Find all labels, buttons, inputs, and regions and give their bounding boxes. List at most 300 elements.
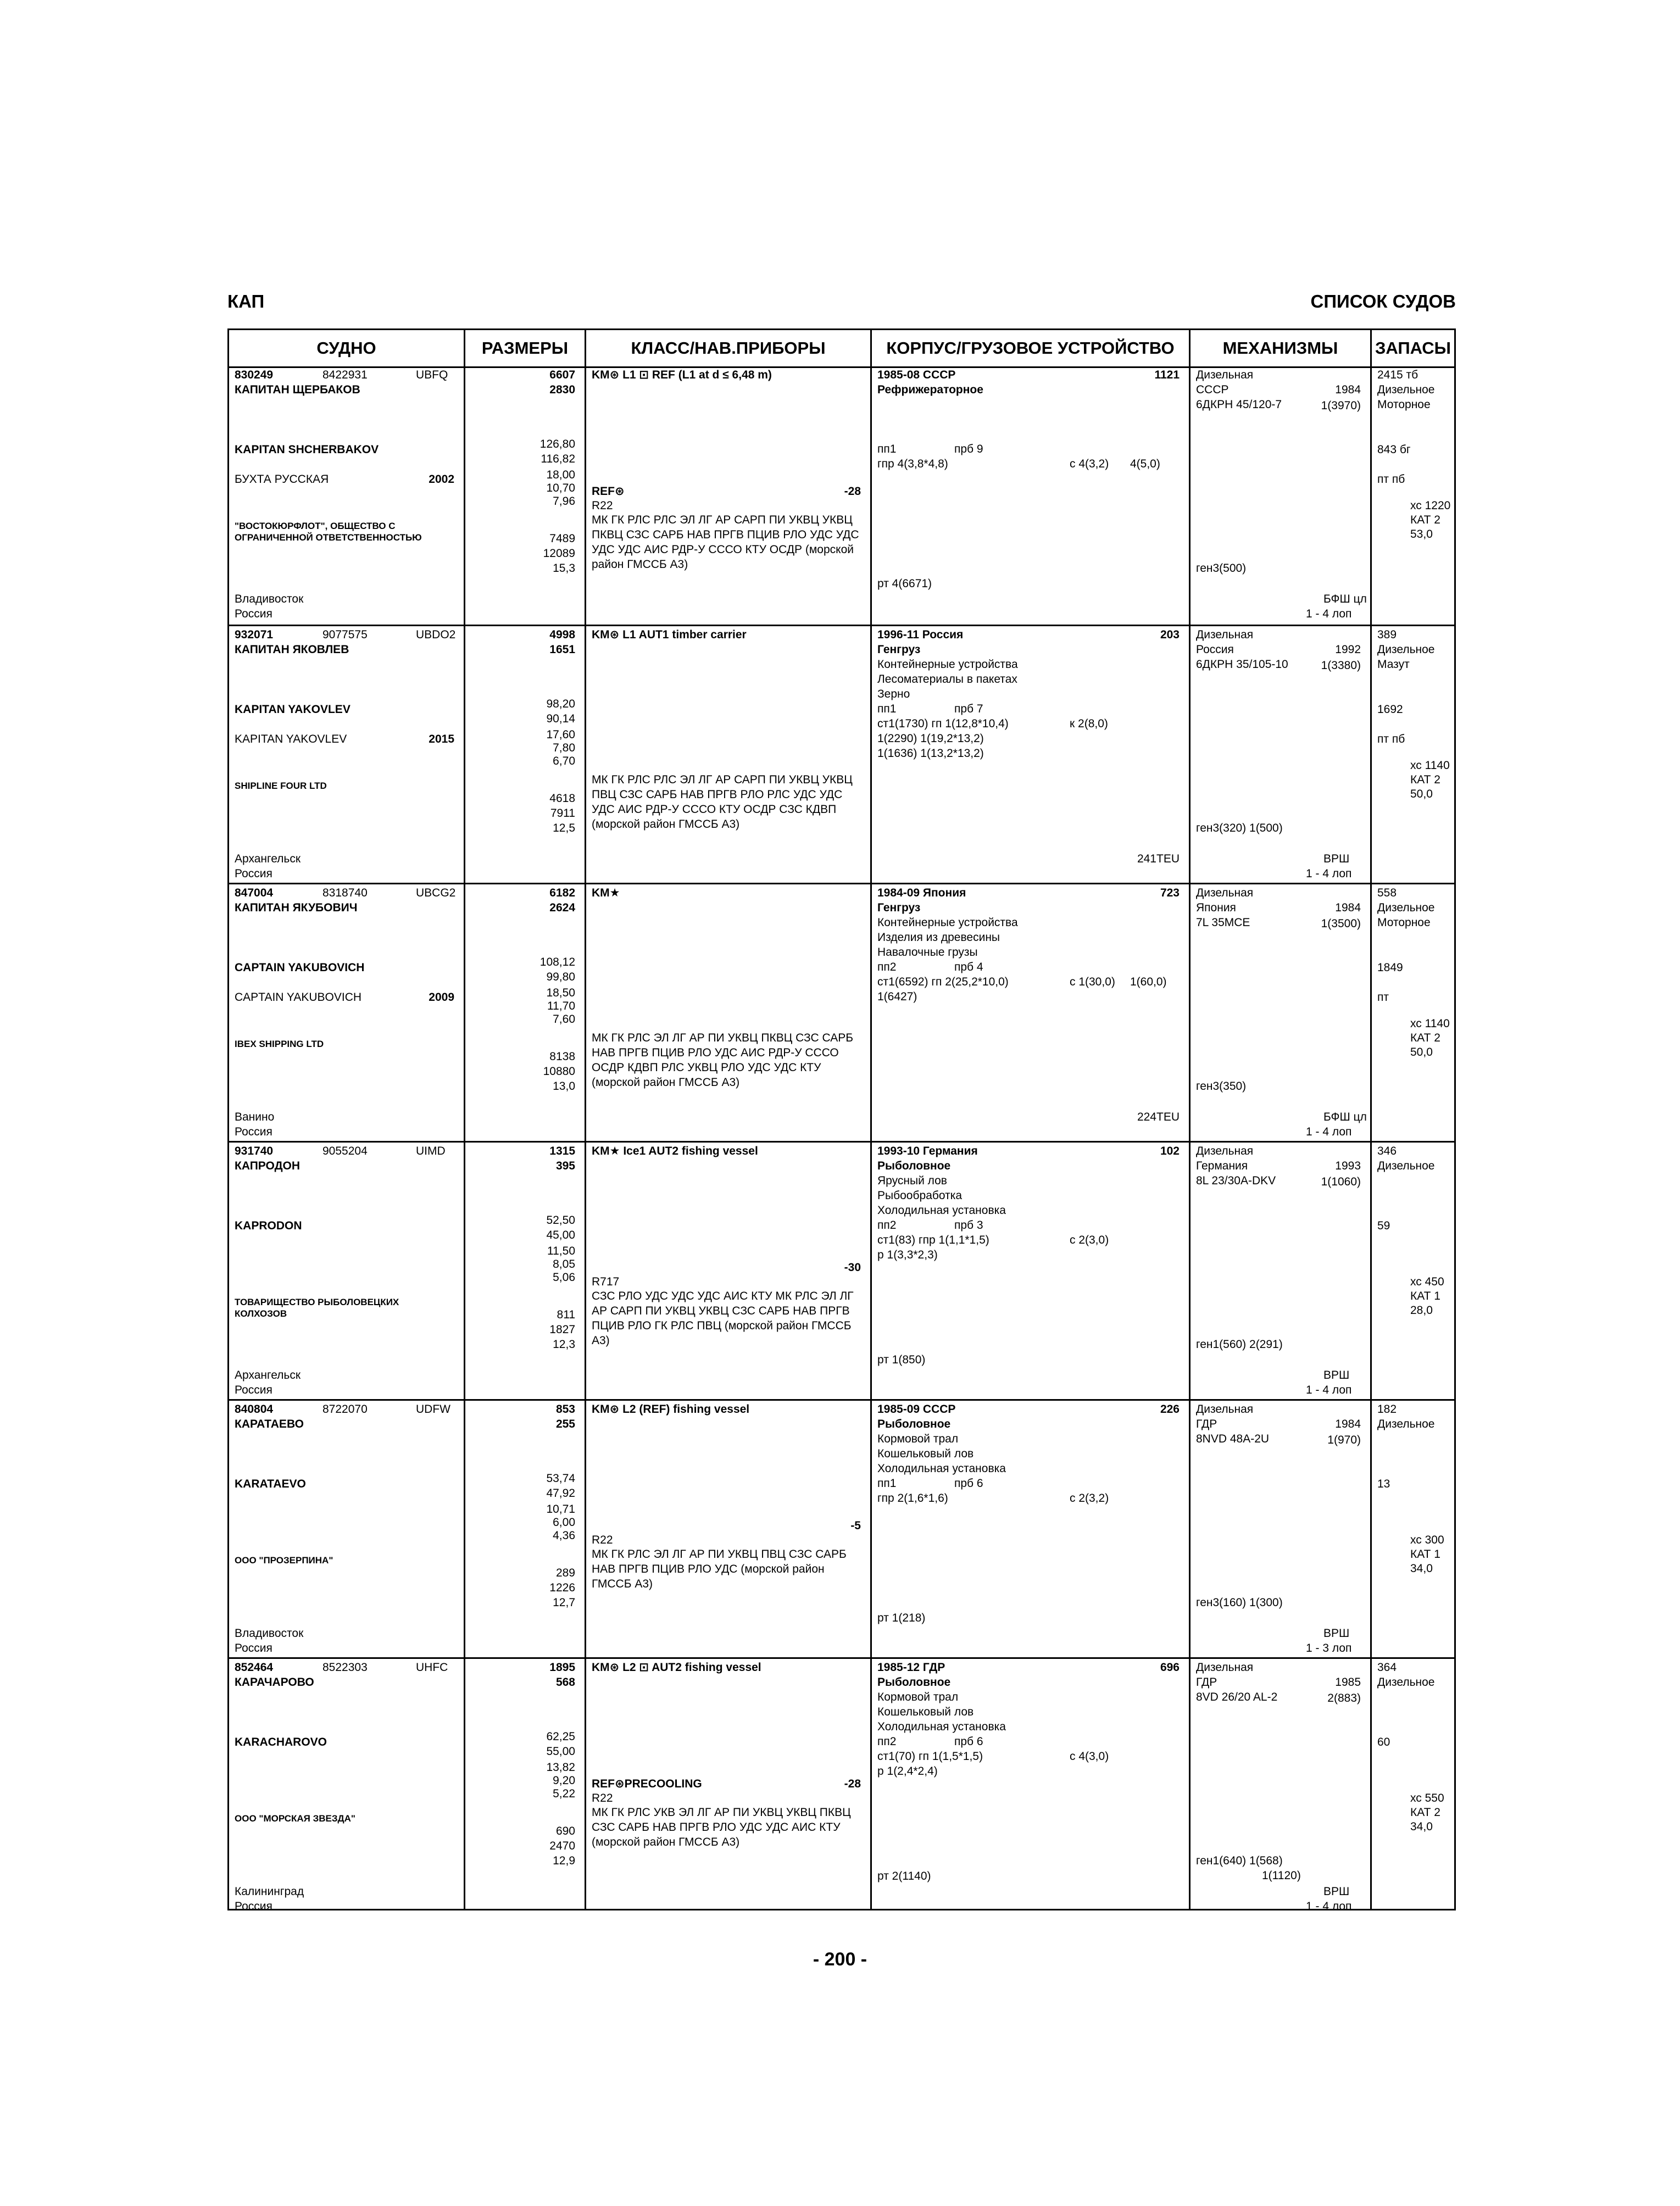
engine-type: Дизельная [1196,628,1254,641]
engine-model: 8NVD 48A-2U [1196,1433,1270,1445]
hatch-line-3: 1(2290) 1(19,2*13,2) [877,732,984,745]
home-port: Владивосток [235,1627,304,1640]
owner-line-1: IBEX SHIPPING LTD [235,1039,324,1049]
class-notation: KM⊛ L2 (REF) fishing vessel [592,1403,750,1416]
refrigerant: R22 [592,1534,613,1546]
hatch-line-1: прб 9 [954,443,983,455]
reg-number: 932071 [235,628,274,641]
length-overall: 62,25 [546,1730,575,1743]
length-overall: 108,12 [539,956,575,968]
fuel-type-1: Дизельное [1377,1418,1435,1430]
engine-model: 6ДКРН 45/120-7 [1196,398,1282,411]
call-sign: UBDO2 [416,628,456,641]
propeller: ВРШ [1323,1885,1350,1898]
class-notation: KM⊛ L2 ⊡ AUT2 fishing vessel [592,1661,761,1674]
net-tonnage: 255 [555,1418,575,1430]
supply-line-2: КАТ 2 [1410,514,1440,526]
displacement: 1827 [549,1323,575,1336]
net-tonnage: 568 [555,1676,575,1689]
engine-type: Дизельная [1196,1661,1254,1674]
class-temperature: -5 [850,1519,861,1532]
hatch-line-3: р 1(3,3*2,3) [877,1249,938,1261]
engine-model: 6ДКРН 35/105-10 [1196,658,1288,671]
ship-feature-2: Рыбообработка [877,1189,963,1202]
ship-type: Рыболовное [877,1676,951,1689]
propeller: БФШ цл [1323,1111,1367,1123]
nav-line-4: (морской район ГМССБ А3) [592,818,740,831]
col-supplies: ЗАПАСЫ [1375,338,1451,358]
fuel-amount: 364 [1377,1661,1397,1674]
col-machinery: МЕХАНИЗМЫ [1191,330,1372,366]
length-overall: 126,80 [539,438,575,450]
displacement: 1226 [549,1581,575,1594]
engine-year: 1984 [1335,901,1361,914]
supply-line-2: КАТ 1 [1410,1290,1440,1302]
ship-name-lat: CAPTAIN YAKUBOVICH [235,961,365,974]
depth: 6,00 [553,1516,575,1529]
owner-line-1: "ВОСТОКЮРФЛОТ", ОБЩЕСТВО С [235,521,396,531]
cranes: с 2(3,0) [1070,1234,1109,1246]
former-name-year: 2002 [429,473,454,486]
page-number: - 200 - [813,1949,867,1970]
ship-type: Рыболовное [877,1160,951,1172]
home-port: Владивосток [235,593,304,605]
nav-line-3: УДС АИС РДР-У СССО КТУ ОСДР СЗС КДВП [592,803,837,816]
cargo-capacity: рт 1(218) [877,1612,926,1624]
hatch-line-2: ст1(83) гпр 1(1,1*1,5) [877,1234,989,1246]
cranes: с 2(3,2) [1070,1492,1109,1505]
draught: 4,36 [553,1529,575,1542]
section-code: КАП [227,291,265,311]
owner-line-1: ООО "ПРОЗЕРПИНА" [235,1555,333,1566]
ship-feature-1: Кормовой трал [877,1433,959,1445]
draught: 5,06 [553,1271,575,1284]
class-notation: KM★ Ice1 AUT2 fishing vessel [592,1145,758,1157]
flag-state: Россия [235,1126,272,1138]
ship-feature-1: Ярусный лов [877,1174,947,1187]
ship-type: Рыболовное [877,1418,951,1430]
fuel-amount: 2415 тб [1377,369,1418,381]
engine-country: Япония [1196,901,1236,914]
ship-feature-1: Контейнерные устройства [877,916,1018,929]
supply-line-2: КАТ 2 [1410,773,1440,786]
class-temperature: -28 [844,485,861,498]
length-pp: 116,82 [541,453,575,465]
propeller: ВРШ [1323,853,1350,865]
ship-record [229,883,1454,1143]
ship-feature-2: Кошельковый лов [877,1447,974,1460]
breadth: 18,00 [546,469,575,481]
section-title: СПИСОК СУДОВ [1310,291,1456,311]
engine-model: 7L 35MCE [1196,916,1250,929]
water-amount: 843 бг [1377,443,1411,456]
ship-name-lat: KAPITAN SHCHERBAKOV [235,443,379,456]
propeller-blades: 1 - 4 лоп [1306,1126,1352,1138]
propeller-blades: 1 - 4 лоп [1306,1384,1352,1396]
container-capacity: 224TEU [1137,1111,1180,1123]
nav-line-2: ПКВЦ СЗС САРБ НАВ ПРГВ ПЦИВ РЛО УДС УДС [592,528,859,541]
holds: пп2 [877,1735,897,1748]
imo-number: 8522303 [322,1661,368,1674]
breadth: 10,71 [546,1503,575,1516]
home-port: Калининград [235,1885,304,1898]
depth: 7,80 [553,742,575,754]
length-pp: 90,14 [546,712,575,725]
engine-type: Дизельная [1196,887,1254,899]
fuel-type-1: Дизельное [1377,1676,1435,1689]
nav-line-1: МК ГК РЛС РЛС ЭЛ ЛГ АР САРП ПИ УКВЦ УКВЦ [592,773,853,786]
engine-power: 2(883) [1327,1692,1361,1704]
ship-feature-3: Зерно [877,688,910,700]
displacement: 12089 [543,547,575,560]
breadth: 18,50 [546,987,575,999]
nav-line-1: МК ГК РЛС ЭЛ ЛГ АР ПИ УКВЦ ПВЦ СЗС САРБ [592,1548,847,1561]
deadweight: 8138 [549,1050,575,1063]
refrigerant: R717 [592,1275,620,1288]
build-year-country: 1993-10 Германия [877,1145,978,1157]
fuel-type-1: Дизельное [1377,643,1435,656]
displacement: 10880 [543,1065,575,1078]
fuel-amount: 346 [1377,1145,1397,1157]
hatch-line-2: ст1(6592) гп 2(25,2*10,0) [877,976,1009,988]
cranes: к 2(8,0) [1070,717,1108,730]
generators: ген3(500) [1196,562,1247,575]
depth: 8,05 [553,1258,575,1271]
build-year-country: 1985-08 СССР [877,369,956,381]
draught: 7,96 [553,495,575,508]
gross-tonnage: 6607 [549,369,575,381]
engine-model: 8L 23/30A-DKV [1196,1174,1276,1187]
fuel-type-1: Дизельное [1377,901,1435,914]
speed: 12,7 [553,1596,575,1609]
ship-table [227,328,1456,1913]
draught: 6,70 [553,755,575,767]
deadweight: 811 [557,1308,575,1321]
ship-feature-1: Контейнерные устройства [877,658,1018,671]
owner-line-2: ОГРАНИЧЕННОЙ ОТВЕТСТВЕННОСТЬЮ [235,532,422,543]
owner-line-2: КОЛХОЗОВ [235,1308,287,1319]
engine-power: 1(1060) [1321,1176,1361,1188]
gross-tonnage: 1315 [549,1145,575,1157]
engine-country: СССР [1196,383,1229,396]
nav-line-1: МК ГК РЛС УКВ ЭЛ ЛГ АР ПИ УКВЦ УКВЦ ПКВЦ [592,1806,851,1819]
col-hull: КОРПУС/ГРУЗОВОЕ УСТРОЙСТВО [872,330,1191,366]
hatch-line-1: прб 6 [954,1477,983,1490]
engine-type: Дизельная [1196,1145,1254,1157]
ship-name-ru: КАРАЧАРОВО [235,1676,314,1689]
generators: ген3(320) 1(500) [1196,822,1283,834]
ship-record [229,1399,1454,1659]
former-name: KAPITAN YAKOVLEV [235,733,347,745]
propeller-blades: 1 - 3 лоп [1306,1642,1352,1654]
nav-line-3: УДС УДС АИС РДР-У СССО КТУ ОСДР (морской [592,543,854,556]
hull-number: 696 [1160,1661,1180,1674]
net-tonnage: 2624 [549,901,575,914]
ship-feature-2: Лесоматериалы в пакетах [877,673,1017,686]
ship-record [229,625,1454,884]
gross-tonnage: 1895 [549,1661,575,1674]
class-notation: KM★ [592,887,620,899]
holds: пп2 [877,961,897,973]
imo-number: 8318740 [322,887,368,899]
nav-line-4: А3) [592,1334,610,1347]
ship-name-ru: КАПИТАН ЯКОВЛЕВ [235,643,349,656]
fuel-amount: 389 [1377,628,1397,641]
generators: ген3(350) [1196,1080,1247,1093]
supply-line-3: 50,0 [1410,1046,1433,1059]
ship-name-ru: КАПРОДОН [235,1160,301,1172]
imo-number: 8722070 [322,1403,368,1416]
former-name: БУХТА РУССКАЯ [235,473,329,486]
ship-feature-3: Навалочные грузы [877,946,978,959]
holds: пп2 [877,1219,897,1232]
reg-number: 847004 [235,887,274,899]
ship-feature-3: Холодильная установка [877,1720,1006,1733]
home-port: Архангельск [235,853,301,865]
deadweight: 690 [555,1825,575,1837]
hatch-line-2: гпр 4(3,8*4,8) [877,458,948,470]
build-year-country: 1985-09 СССР [877,1403,956,1416]
water-amount: 1849 [1377,961,1403,974]
refrigerant: R22 [592,499,613,512]
hatch-line-1: прб 7 [954,703,983,715]
owner-line-1: SHIPLINE FOUR LTD [235,781,327,791]
fuel-type-1: Дизельное [1377,1160,1435,1172]
home-port: Ванино [235,1111,275,1123]
engine-power: 1(970) [1327,1434,1361,1446]
hatch-line-1: прб 3 [954,1219,983,1232]
engine-power: 1(3380) [1321,659,1361,672]
ship-name-lat: KARACHAROVO [235,1736,327,1748]
fuel-type-2: Моторное [1377,398,1431,411]
class-refrigeration: REF⊛PRECOOLING [592,1778,702,1790]
generators: ген1(640) 1(568) [1196,1854,1283,1867]
engine-country: Россия [1196,643,1234,656]
former-name-year: 2009 [429,991,454,1004]
water-amount: 13 [1377,1478,1390,1490]
depth: 10,70 [546,482,575,494]
ship-name-ru: КАРАТАЕВО [235,1418,304,1430]
ship-feature-3: Холодильная установка [877,1462,1006,1475]
length-overall: 52,50 [546,1214,575,1227]
engine-year: 1984 [1335,383,1361,396]
refrigerant: R22 [592,1792,613,1804]
propeller: ВРШ [1323,1627,1350,1640]
former-name-year: 2015 [429,733,454,745]
supply-line-1: хс 1140 [1410,1017,1450,1030]
nav-line-3: ОСДР КДВП РЛС УКВЦ РЛО УДС УДС КТУ [592,1061,821,1074]
ship-record [229,1657,1454,1917]
hatch-line-1: прб 4 [954,961,983,973]
holds: пп1 [877,443,897,455]
cargo-capacity: рт 1(850) [877,1353,926,1366]
imo-number: 8422931 [322,369,368,381]
ship-name-ru: КАПИТАН ЩЕРБАКОВ [235,383,360,396]
engine-power: 1(3500) [1321,917,1361,930]
supply-line-3: 53,0 [1410,528,1433,541]
col-class: КЛАСС/НАВ.ПРИБОРЫ [586,330,872,366]
nav-line-3: (морской район ГМССБ А3) [592,1836,740,1848]
nav-line-4: (морской район ГМССБ А3) [592,1076,740,1089]
hull-number: 226 [1160,1403,1180,1416]
depth: 11,70 [547,1000,575,1012]
draught: 7,60 [553,1013,575,1026]
hatch-line-2: гпр 2(1,6*1,6) [877,1492,948,1505]
fuel-amount: 558 [1377,887,1397,899]
ship-feature-2: Изделия из древесины [877,931,1000,944]
speed: 12,9 [553,1854,575,1867]
supply-line-2: КАТ 2 [1410,1032,1440,1044]
propeller-blades: 1 - 4 лоп [1306,608,1352,620]
breadth: 11,50 [547,1245,575,1257]
engine-country: ГДР [1196,1418,1217,1430]
ship-record [229,1141,1454,1401]
depth: 9,20 [553,1774,575,1787]
col-ship: СУДНО [229,330,465,366]
class-notation: KM⊛ L1 AUT1 timber carrier [592,628,747,641]
ship-record [229,366,1454,625]
propeller-blades: 1 - 4 лоп [1306,1900,1352,1913]
reg-number: 852464 [235,1661,274,1674]
engine-power: 1(3970) [1321,399,1361,412]
reg-number: 931740 [235,1145,274,1157]
net-tonnage: 395 [555,1160,575,1172]
speed: 12,5 [553,822,575,834]
hull-number: 723 [1160,887,1180,899]
engine-year: 1993 [1335,1160,1361,1172]
supply-line-3: 28,0 [1410,1304,1433,1317]
cranes-2: 4(5,0) [1130,458,1160,470]
flag-state: Россия [235,608,272,620]
nav-line-2: АР САРП ПИ УКВЦ УКВЦ СЗС САРБ НАВ ПРГВ [592,1305,850,1317]
call-sign: UBFQ [416,369,448,381]
hull-number: 102 [1160,1145,1180,1157]
engine-year: 1992 [1335,643,1361,656]
ship-name-ru: КАПИТАН ЯКУБОВИЧ [235,901,358,914]
nav-line-3: ПЦИВ РЛО ГК РЛС ПВЦ (морской район ГМССБ [592,1319,852,1332]
nav-line-2: НАВ ПРГВ ПЦИВ РЛО УДС АИС РДР-У СССО [592,1046,839,1059]
ship-feature-1: Кормовой трал [877,1691,959,1703]
length-pp: 55,00 [546,1745,575,1758]
supply-line-1: хс 1140 [1410,759,1450,772]
supply-line-1: хс 300 [1410,1534,1444,1546]
water-amount: 59 [1377,1219,1390,1232]
cranes-2: 1(60,0) [1130,976,1167,988]
fuel-type-1: Дизельное [1377,383,1435,396]
nav-line-2: ПВЦ СЗС САРБ НАВ ПРГВ РЛО РЛС УДС УДС [592,788,843,801]
length-pp: 47,92 [546,1487,575,1500]
nav-line-1: МК ГК РЛС РЛС ЭЛ ЛГ АР САРП ПИ УКВЦ УКВЦ [592,514,853,526]
imo-number: 9055204 [322,1145,368,1157]
cargo-capacity: рт 2(1140) [877,1870,931,1882]
breadth: 17,60 [546,728,575,741]
hatch-line-4: 1(1636) 1(13,2*13,2) [877,747,984,760]
supply-line-2: КАТ 2 [1410,1806,1440,1819]
propeller: БФШ цл [1323,593,1367,605]
net-tonnage: 1651 [549,643,575,656]
page-header [227,291,1456,324]
nav-line-1: СЗС РЛО УДС УДС УДС АИС КТУ МК РЛС ЭЛ ЛГ [592,1290,854,1302]
engine-model: 8VD 26/20 AL-2 [1196,1691,1278,1703]
nav-line-4: район ГМССБ А3) [592,558,688,571]
deadweight: 289 [555,1567,575,1579]
cranes: с 1(30,0) [1070,976,1115,988]
ship-name-lat: KAPITAN YAKOVLEV [235,703,351,716]
ship-name-lat: KAPRODON [235,1219,302,1232]
generators-2: 1(1120) [1262,1869,1301,1882]
hatch-line-1: прб 6 [954,1735,983,1748]
supply-line-3: 34,0 [1410,1820,1433,1833]
reg-number: 830249 [235,369,274,381]
hull-number: 1121 [1154,369,1180,381]
class-temperature: -30 [844,1261,861,1274]
fuel-codes: пт [1377,991,1389,1004]
supply-line-1: хс 450 [1410,1275,1444,1288]
ship-feature-3: Холодильная установка [877,1204,1006,1217]
container-capacity: 241TEU [1137,853,1180,865]
col-dimensions: РАЗМЕРЫ [465,330,586,366]
owner-line-1: ООО "МОРСКАЯ ЗВЕЗДА" [235,1813,355,1824]
ship-feature-2: Кошельковый лов [877,1706,974,1718]
speed: 15,3 [553,562,575,575]
speed: 13,0 [553,1080,575,1093]
generators: ген3(160) 1(300) [1196,1596,1283,1609]
propeller-blades: 1 - 4 лоп [1306,867,1352,880]
deadweight: 4618 [549,792,575,805]
nav-line-2: НАВ ПРГВ ПЦИВ РЛО УДС (морской район [592,1563,825,1575]
call-sign: UBCG2 [416,887,456,899]
hatch-line-2: ст1(1730) гп 1(12,8*10,4) [877,717,1009,730]
ship-type: Рефрижераторное [877,383,983,396]
ship-type: Генгруз [877,643,921,656]
ship-type: Генгруз [877,901,921,914]
hatch-line-3: 1(6427) [877,990,917,1003]
flag-state: Россия [235,1642,272,1654]
imo-number: 9077575 [322,628,368,641]
propeller: ВРШ [1323,1369,1350,1381]
nav-line-2: СЗС САРБ НАВ ПРГВ РЛО УДС УДС АИС КТУ [592,1821,841,1834]
ship-name-lat: KARATAEVO [235,1478,306,1490]
draught: 5,22 [553,1787,575,1800]
class-notation: KM⊛ L1 ⊡ REF (L1 at d ≤ 6,48 m) [592,369,772,381]
flag-state: Россия [235,1384,272,1396]
engine-type: Дизельная [1196,369,1254,381]
length-pp: 99,80 [546,971,575,983]
build-year-country: 1996-11 Россия [877,628,964,641]
generators: ген1(560) 2(291) [1196,1338,1283,1351]
fuel-codes: пт пб [1377,733,1405,745]
water-amount: 60 [1377,1736,1390,1748]
cargo-capacity: рт 4(6671) [877,577,932,590]
length-overall: 53,74 [546,1472,575,1485]
displacement: 7911 [550,807,575,820]
cranes: с 4(3,0) [1070,1750,1109,1763]
build-year-country: 1984-09 Япония [877,887,966,899]
engine-country: Германия [1196,1160,1248,1172]
gross-tonnage: 4998 [549,628,575,641]
holds: пп1 [877,1477,897,1490]
supply-line-3: 34,0 [1410,1562,1433,1575]
hatch-line-3: р 1(2,4*2,4) [877,1765,938,1778]
displacement: 2470 [549,1840,575,1852]
gross-tonnage: 6182 [549,887,575,899]
fuel-type-2: Моторное [1377,916,1431,929]
speed: 12,3 [553,1338,575,1351]
flag-state: Россия [235,1900,272,1913]
fuel-type-2: Мазут [1377,658,1410,671]
supply-line-2: КАТ 1 [1410,1548,1440,1561]
water-amount: 1692 [1377,703,1403,716]
